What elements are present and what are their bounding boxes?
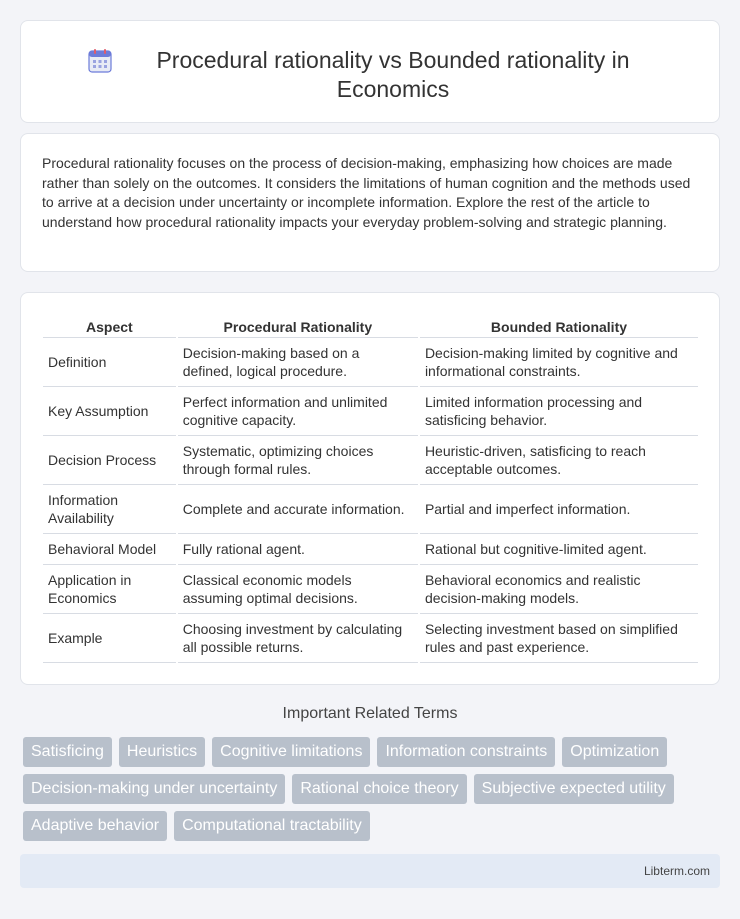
table-row <box>43 436 698 485</box>
row-bounded: Heuristic-driven, satisficing to reach acceptable outcomes. <box>420 436 698 485</box>
row-bounded: Decision-making limited by cognitive and informational constraints. <box>420 338 698 387</box>
calendar-icon <box>87 48 113 74</box>
intro-paragraph: Procedural rationality focuses on the process of decision-making, emphasizing how choices are made rather than solely on the outcomes. It considers the limitations of human cognition and the methods used to arrive at a decision under uncertainty or incomplete information. Explore the rest of the article to understand how procedural rationality impacts your everyday problem-solving and strategic planning. <box>42 155 691 230</box>
row-procedural: Choosing investment by calculating all possible returns. <box>178 614 418 663</box>
header-aspect: Aspect <box>43 315 176 338</box>
comparison-table <box>41 315 700 663</box>
row-procedural: Complete and accurate information. <box>178 485 418 534</box>
row-bounded: Partial and imperfect information. <box>420 485 698 534</box>
table-row <box>43 387 698 436</box>
related-term-tag[interactable]: Rational choice theory <box>292 774 466 804</box>
row-aspect: Definition <box>43 338 176 387</box>
row-bounded: Behavioral economics and realistic decision-making models. <box>420 565 698 614</box>
related-terms-heading: Important Related Terms <box>282 705 458 722</box>
related-term-tag[interactable]: Information constraints <box>377 737 555 767</box>
related-term-tag[interactable]: Satisficing <box>23 737 112 767</box>
row-procedural: Perfect information and unlimited cognitive capacity. <box>178 387 418 436</box>
related-terms-list <box>23 737 723 841</box>
related-term-tag[interactable]: Computational tractability <box>174 811 370 841</box>
related-term-tag[interactable]: Optimization <box>562 737 667 767</box>
table-row <box>43 338 698 387</box>
row-aspect: Behavioral Model <box>43 534 176 565</box>
row-bounded: Rational but cognitive-limited agent. <box>420 534 698 565</box>
row-bounded: Limited information processing and satisficing behavior. <box>420 387 698 436</box>
related-term-tag[interactable]: Subjective expected utility <box>474 774 674 804</box>
row-procedural: Decision-making based on a defined, logical procedure. <box>178 338 418 387</box>
comparison-card <box>20 292 720 685</box>
related-term-tag[interactable]: Decision-making under uncertainty <box>23 774 285 804</box>
table-row <box>43 534 698 565</box>
title-card <box>20 20 720 123</box>
row-aspect: Key Assumption <box>43 387 176 436</box>
table-row <box>43 565 698 614</box>
footer <box>20 854 720 888</box>
row-procedural: Classical economic models assuming optimal decisions. <box>178 565 418 614</box>
row-aspect: Decision Process <box>43 436 176 485</box>
related-term-tag[interactable]: Cognitive limitations <box>212 737 370 767</box>
page-title: Procedural rationality vs Bounded rationality in Economics <box>156 47 630 102</box>
row-bounded: Selecting investment based on simplified rules and past experience. <box>420 614 698 663</box>
table-header-row <box>43 315 698 338</box>
header-procedural: Procedural Rationality <box>178 315 418 338</box>
row-aspect: Information Availability <box>43 485 176 534</box>
intro-card <box>20 133 720 272</box>
header-bounded: Bounded Rationality <box>420 315 698 338</box>
footer-site-link[interactable]: Libterm.com <box>643 864 710 878</box>
table-row <box>43 614 698 663</box>
row-procedural: Systematic, optimizing choices through formal rules. <box>178 436 418 485</box>
related-term-tag[interactable]: Heuristics <box>119 737 205 767</box>
related-term-tag[interactable]: Adaptive behavior <box>23 811 167 841</box>
row-procedural: Fully rational agent. <box>178 534 418 565</box>
table-row <box>43 485 698 534</box>
row-aspect: Example <box>43 614 176 663</box>
row-aspect: Application in Economics <box>43 565 176 614</box>
